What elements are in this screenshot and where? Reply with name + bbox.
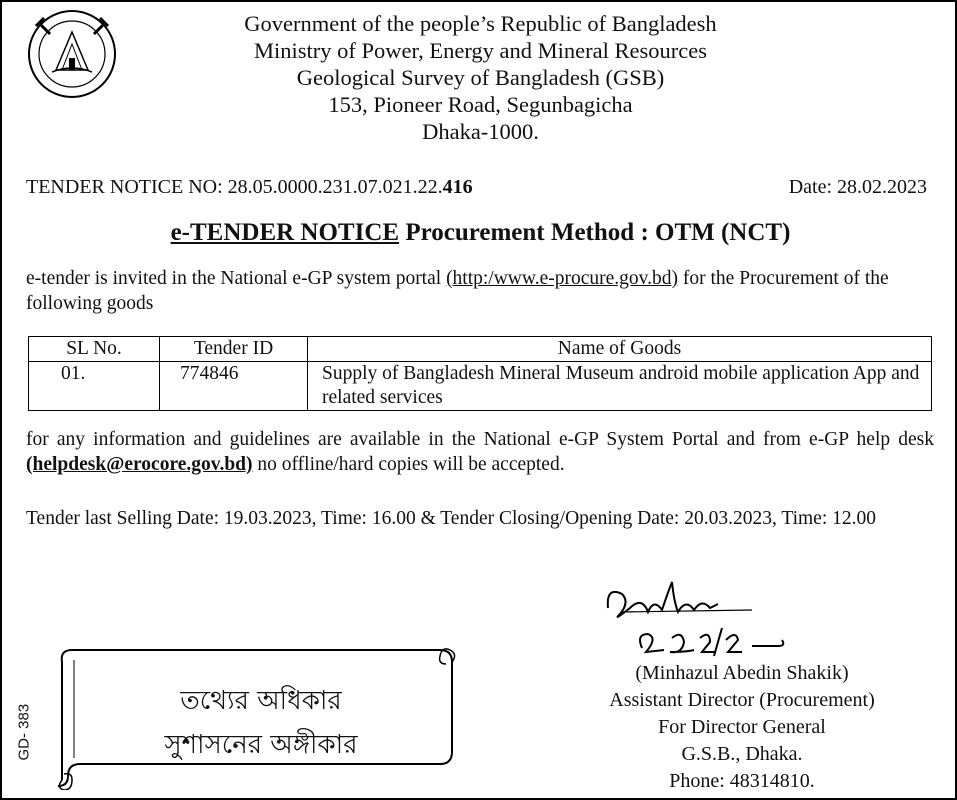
signatory-name: (Minhazul Abedin Shakik) <box>635 662 849 684</box>
notice-date: Date: 28.02.2023 <box>788 176 927 198</box>
cell-tender-id: 774846 <box>160 362 308 411</box>
banner-text-line1: তথ্যের অধিকার <box>180 686 342 716</box>
col-header-tender-id: Tender ID <box>160 337 308 362</box>
header-line-ministry: Ministry of Power, Energy and Mineral Resources <box>254 38 707 63</box>
intro-paragraph <box>26 266 934 316</box>
side-code: GD- 383 <box>15 703 33 761</box>
notice-number-suffix: 416 <box>442 176 473 198</box>
signature-icon <box>602 568 802 668</box>
signatory-for: For Director General <box>658 716 826 738</box>
banner-text-line2: সুশাসনের অঙ্গীকার <box>164 730 358 760</box>
col-header-sl: SL No. <box>29 337 160 362</box>
tender-notice-number <box>26 176 473 199</box>
notice-number-label: TENDER NOTICE NO: 28.05.0000.231.07.021.22. <box>26 176 443 198</box>
dates-paragraph: Tender last Selling Date: 19.03.2023, Time: 16.00 & Tender Closing/Opening Date: 20.03.2023, Time: 12.00 <box>26 508 877 529</box>
header-line-gsb: Geological Survey of Bangladesh (GSB) <box>296 65 665 90</box>
table-row <box>29 362 932 411</box>
header-line-government: Government of the people’s Republic of Bangladesh <box>244 11 717 36</box>
info-text-end: no offline/hard copies will be accepted. <box>252 454 565 475</box>
title-main: e-TENDER NOTICE <box>170 219 400 246</box>
intro-text-end: for the Procurement of the following goods <box>26 268 889 314</box>
intro-text: e-tender is invited in the National e-GP system portal <box>26 268 447 289</box>
cell-sl: 01. <box>29 362 160 411</box>
info-paragraph <box>26 427 934 477</box>
signatory-designation: Assistant Director (Procurement) <box>609 689 875 711</box>
cell-goods: Supply of Bangladesh Mineral Museum android mobile application App and related services <box>308 362 932 411</box>
signatory-phone: Phone: 48314810. <box>669 770 815 792</box>
helpdesk-email-link[interactable]: (helpdesk@erocore.gov.bd) <box>26 454 253 475</box>
page-title <box>2 219 957 247</box>
e-procure-link[interactable]: (http:/www.e-procure.gov.bd) <box>446 268 679 289</box>
info-text: for any information and guidelines are available in the National e-GP System Portal and from e-GP help desk <box>26 429 934 450</box>
col-header-goods: Name of Goods <box>308 337 932 362</box>
table-header-row <box>29 337 932 362</box>
signatory-office: G.S.B., Dhaka. <box>681 743 803 765</box>
header-line-address: 153, Pioneer Road, Segunbagicha <box>328 92 633 117</box>
header-line-city: Dhaka-1000. <box>422 119 539 144</box>
title-method: Procurement Method : OTM (NCT) <box>399 219 791 246</box>
goods-table <box>28 336 932 411</box>
